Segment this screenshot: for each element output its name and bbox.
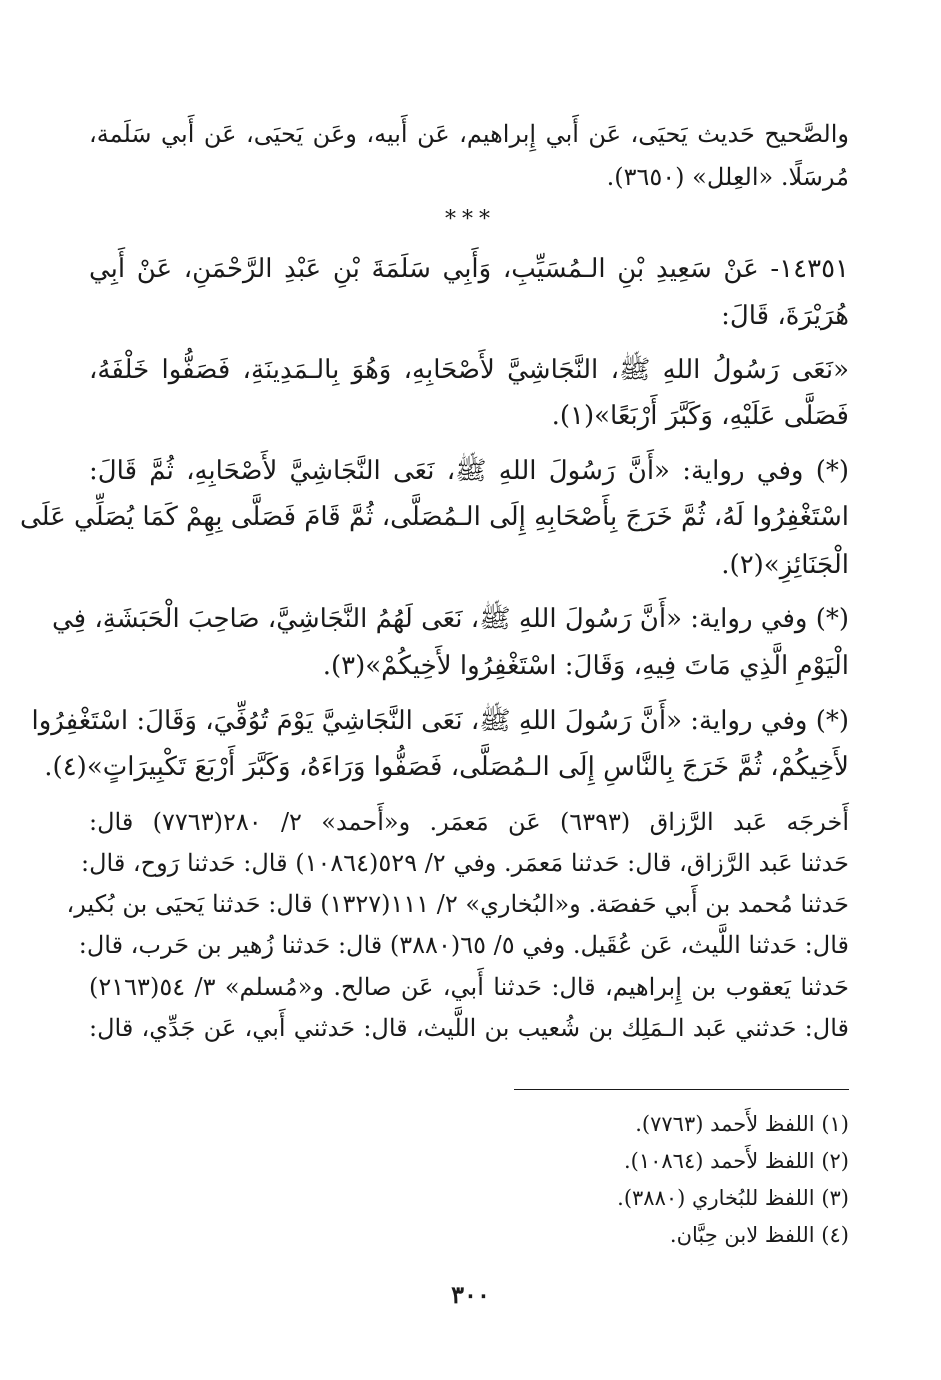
text-line: فَصَلَّى عَلَيْهِ، وَكَبَّرَ أَرْبَعًا»(١). bbox=[551, 401, 849, 431]
text-line: هُرَيْرَةَ، قَالَ: bbox=[721, 301, 849, 331]
footnote-divider bbox=[514, 1089, 849, 1090]
page-number: ٣٠٠ bbox=[451, 1280, 490, 1309]
text-line: أَخرجَه عَبد الرَّزاق (٦٣٩٣) عَن مَعمَر. و«أَحمد» ٢/ ٢٨٠(٧٧٦٣) قال: bbox=[89, 808, 849, 836]
text-line: (*) وفي رواية: «أَنَّ رَسُولَ اللهِ ﷺ، نَعَى النَّجَاشِيَّ يَوْمَ تُوُفِّيَ، وَقَالَ: اسْتَغْفِرُوا bbox=[31, 706, 849, 736]
text-line: قال: حَدثني عَبد الـمَلِك بن شُعيب بن اللَّيث، قال: حَدثني أَبي، عَن جَدِّي، قال: bbox=[89, 1014, 849, 1042]
footnote: (٢) اللفظ لأَحمد (١٠٨٦٤). bbox=[623, 1149, 849, 1173]
text-line: حَدثنا يَعقوب بن إِبراهيم، قال: حَدثنا أَبي، عَن صالح. و«مُسلم» ٣/ ٥٤(٢١٦٣) bbox=[89, 973, 849, 1001]
text-line: الْيَوْمِ الَّذِي مَاتَ فِيهِ، وَقَالَ: اسْتَغْفِرُوا لأَخِيكُمْ»(٣). bbox=[322, 651, 849, 681]
text-line: ١٤٣٥١- عَنْ سَعِيدِ بْنِ الـمُسَيِّبِ، وَأَبِي سَلَمَةَ بْنِ عَبْدِ الرَّحْمَنِ، عَنْ أَبِي bbox=[89, 254, 849, 284]
footnote: (٤) اللفظ لابن حِبَّان. bbox=[669, 1223, 849, 1247]
text-line: والصَّحيح حَديث يَحيَى، عَن أَبي إِبراهيم، عَن أَبيه، وعَن يَحيَى، عَن أَبي سَلَمة، bbox=[89, 120, 849, 148]
text-line: «نَعَى رَسُولُ اللهِ ﷺ، النَّجَاشِيَّ لأَصْحَابِهِ، وَهُوَ بِالـمَدِينَةِ، فَصَفُّوا خَلْفَهُ، bbox=[89, 355, 849, 385]
text-line: حَدثنا مُحمد بن أَبي حَفصَة. و«البُخاري» ٢/ ١١١(١٣٢٧) قال: حَدثنا يَحيَى بن بُكير، bbox=[66, 890, 849, 918]
text-line: اسْتَغْفِرُوا لَهُ، ثُمَّ خَرَجَ بِأَصْحَابِهِ إِلَى الـمُصَلَّى، ثُمَّ قَامَ فَصَلَّى بِهِمْ كَمَا يُصَلِّي عَلَى bbox=[19, 502, 849, 532]
text-line: حَدثنا عَبد الرَّزاق، قال: حَدثنا مَعمَر. وفي ٢/ ٥٢٩(١٠٨٦٤) قال: حَدثنا رَوح، قال: bbox=[80, 849, 849, 877]
section-separator: *** bbox=[445, 207, 496, 232]
text-line: قال: حَدثنا اللَّيث، عَن عُقَيل. وفي ٥/ ٦٥(٣٨٨٠) قال: حَدثنا زُهير بن حَرب، قال: bbox=[78, 931, 849, 959]
footnote: (١) اللفظ لأَحمد (٧٧٦٣). bbox=[635, 1112, 849, 1136]
text-line: الْجَنَائِزِ»(٢). bbox=[721, 550, 849, 580]
text-line: (*) وفي رواية: «أَنَّ رَسُولَ اللهِ ﷺ، نَعَى النَّجَاشِيَّ لأَصْحَابِهِ، ثُمَّ قَالَ: bbox=[89, 456, 849, 486]
text-line: لأَخِيكُمْ، ثُمَّ خَرَجَ بِالنَّاسِ إِلَى الـمُصَلَّى، فَصَفُّوا وَرَاءَهُ، وَكَبَّرَ أَرْبَعَ تَكْبِيرَاتٍ»(٤). bbox=[44, 752, 849, 782]
text-line: (*) وفي رواية: «أَنَّ رَسُولَ اللهِ ﷺ، نَعَى لَهُمُ النَّجَاشِيَّ، صَاحِبَ الْحَبَشَةِ، فِي bbox=[52, 604, 849, 634]
text-line: مُرسَلًا. «العِلل» (٣٦٥٠). bbox=[606, 163, 849, 191]
footnote: (٣) اللفظ للبُخاري (٣٨٨٠). bbox=[617, 1186, 849, 1210]
